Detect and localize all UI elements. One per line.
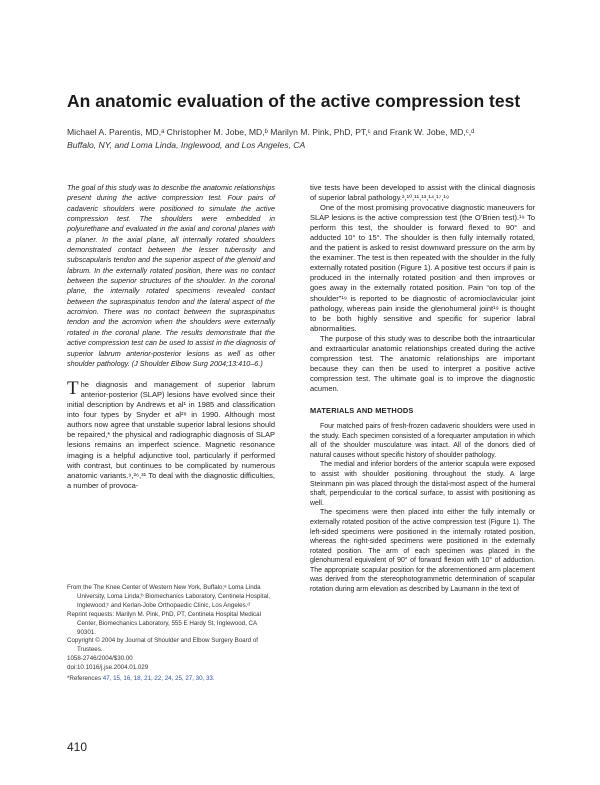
body-paragraph-1: tive tests have been developed to assist with the clinical diagnosis of superior labral pathology.²,¹⁰,¹¹,¹³,¹⁴,¹⁷,¹⁹: [310, 183, 535, 203]
references-prefix: *References: [67, 675, 103, 683]
intro-paragraph: [67, 380, 275, 491]
body-paragraph-3: The purpose of this study was to describe both the intraarticular and extraarticular anatomic relationships created during the active compression test. The anatomic relationships are important because they can then be used to interpret a positive active compression test. The ultimate goal is to improve the diagnostic acumen.: [310, 333, 535, 393]
footnote-doi: doi:10.1016/j.jse.2004.01.029: [67, 664, 149, 672]
author-locations: Buffalo, NY, and Loma Linda, Inglewood, and Los Angeles, CA: [67, 140, 306, 150]
drop-cap: T: [67, 378, 79, 400]
footnote-issn: 1058-2746/2004/$30.00: [67, 655, 133, 663]
methods-paragraph-1: Four matched pairs of fresh-frozen cadaveric shoulders were used in the study. Each specimen consisted of a forequarter amputation in which all of the shoulder musculature was intact. All of the donors died of natural causes without specific history of shoulder pathology.: [310, 422, 535, 459]
footnote-reprints: Reprint requests: Marilyn M. Pink, PhD, PT, Centinela Hospital Medical Center, Biomechanics Laboratory, 555 E Hardy St, Inglewood, CA 90301.: [67, 610, 261, 636]
footnote-copyright: Copyright © 2004 by Journal of Shoulder and Elbow Surgery Board of Trustees.: [67, 637, 258, 654]
footnote-affiliations: From the The Knee Center of Western New York, Buffalo;ᵃ Loma Linda University, Loma Linda;ᵇ Biomechanics Laboratory, Centinela Hospital, Inglewood;ᶜ and Kerlan-Jobe Orthopaedic Clinic, Los Angeles.ᵈ: [67, 584, 270, 609]
right-column: [310, 183, 535, 595]
article-title: An anatomic evaluation of the active compression test: [67, 91, 521, 111]
abstract: The goal of this study was to describe the anatomic relationships present during the active compression test. Four pairs of cadaveric shoulders were positioned to simulate the active compression test. The shoulders were embedded in polyurethane and evaluated in the axial and coronal planes with a planer. In the axial plane, all internally rotated shoulders demonstrated contact between the lesser tuberosity and subscapularis tendon and the superior aspect of the glenoid and labrum. In the externally rotated position, there was no contact between the superior structures of the shoulder. In the coronal plane, the internally rotated specimens revealed contact between the supraspinatus tendon and the lateral aspect of the acromion. There was no contact between the supraspinatus tendon and the acromion when the shoulders were externally rotated in the coronal plane. The results demonstrate that the active compression test can be used to assist in the diagnosis of superior labrum anterior-posterior lesions as well as other shoulder pathology. (J Shoulder Elbow Surg 2004;13:410–6.): [67, 183, 275, 368]
footnote-references: [67, 675, 277, 684]
footnotes: [67, 584, 277, 684]
page-number: 410: [67, 740, 88, 754]
intro-text: he diagnosis and management of superior labrum anterior-posterior (SLAP) lesions have evolved since their initial description by Andrews et al¹ in 1985 and classification into four types by Snyder et al²⁸ in 1990. Although most authors now agree that unstable superior labral lesions should be repaired,* the physical and radiographic diagnosis of SLAP lesions remains an imperfect science. Magnetic resonance imaging is a helpful adjunctive tool, particularly if performed with contrast, but continues to be complicated by numerous anatomic variants.⁹,²⁶,³¹ To deal with the diagnostic difficulties, a number of provoca-: [67, 380, 275, 490]
methods-paragraph-3: The specimens were then placed into either the fully internally or externally rotated position of the active compression test (Figure 1). The left-sided specimens were positioned in the internally rotated position, whereas the right-sided specimens were positioned in the externally rotated position. The arm of each specimen was placed in the glenohumeral equivalent of 90° of forward flexion with 10° of adduction. The appropriate scapular position for the aforementioned arm placement was derived from the stereophotogrammetric determination of scapular rotation during arm elevation as described by Laumann in the text of: [310, 509, 535, 594]
author-list: Michael A. Parentis, MD,ᵃ Christopher M. Jobe, MD,ᵇ Marilyn M. Pink, PhD, PT,ᶜ and Frank W. Jobe, MD,ᶜ,ᵈ: [67, 127, 475, 137]
body-paragraph-2: One of the most promising provocative diagnostic maneuvers for SLAP lesions is the active compression test (the O’Brien test).¹⁹ To perform this test, the shoulder is forward flexed to 90° and adducted 10° to 15°. The shoulder is then fully internally rotated, and the patient is asked to resist downward pressure on the arm by the examiner. The test is then repeated with the shoulder in the fully externally rotated position (Figure 1). A positive test occurs if pain is produced in the internally rotated position and then improves or goes away in the externally rotated position. Pain “on top of the shoulder”¹⁹ is reported to be diagnostic of acromioclavicular joint pathology, whereas pain inside the glenohumeral joint¹⁹ is thought to be both highly sensitive and specific for superior labral abnormalities.: [310, 203, 535, 333]
left-column: [67, 183, 275, 491]
references-links[interactable]: 47, 15, 16, 18, 21, 22, 24, 25, 27, 30, 33.: [102, 675, 215, 683]
section-heading-methods: MATERIALS AND METHODS: [310, 405, 414, 415]
methods-paragraph-2: The medial and inferior borders of the anterior scapula were exposed to assist with shoulder positioning throughout the study. A large Steinmann pin was placed through the distal-most aspect of the humeral shaft, perpendicular to the cortical surface, to assist with positioning as well.: [310, 461, 535, 507]
